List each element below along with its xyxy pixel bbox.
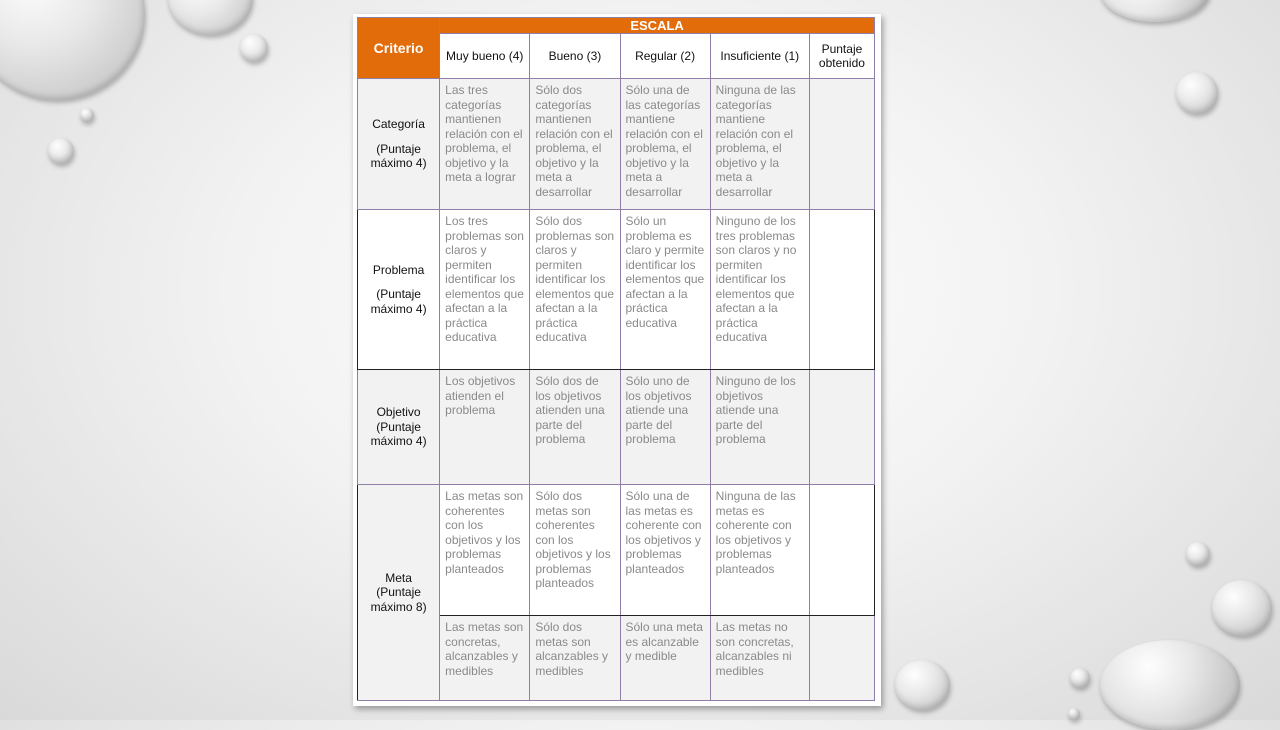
score-cell bbox=[809, 485, 874, 616]
water-drop-decoration bbox=[48, 138, 74, 164]
criterion-name: Categoría bbox=[372, 117, 425, 132]
criterion-max: (Puntaje máximo 4) bbox=[370, 419, 427, 449]
criterion-name: Meta bbox=[385, 570, 412, 585]
water-drop-decoration bbox=[168, 0, 253, 35]
criterion-cell bbox=[358, 370, 440, 485]
water-drop-decoration bbox=[80, 108, 94, 122]
score-cell bbox=[809, 79, 874, 210]
criterion-cell bbox=[358, 210, 440, 370]
water-drop-decoration bbox=[1100, 640, 1240, 730]
criterion-max: (Puntaje máximo 4) bbox=[370, 141, 427, 171]
water-drop-decoration bbox=[240, 34, 268, 62]
rubric-cell: Ninguna de las categorías mantiene relación con el problema, el objetivo y la meta a desarrollar bbox=[710, 79, 809, 210]
water-drop-decoration bbox=[1070, 668, 1090, 688]
rubric-cell: Sólo dos metas son alcanzables y medibles bbox=[530, 616, 620, 701]
table-row bbox=[358, 370, 875, 485]
rubric-cell: Ninguno de los objetivos atiende una parte del problema bbox=[710, 370, 809, 485]
column-header-insuficiente: Insuficiente (1) bbox=[710, 34, 809, 79]
score-cell bbox=[809, 370, 874, 485]
water-drop-decoration bbox=[1186, 542, 1210, 566]
rubric-cell: Los objetivos atienden el problema bbox=[440, 370, 530, 485]
water-drop-decoration bbox=[0, 0, 145, 100]
criterion-max: (Puntaje máximo 8) bbox=[370, 585, 427, 614]
rubric-cell: Sólo un problema es claro y permite identificar los elementos que afectan a la práctica educativa bbox=[620, 210, 710, 370]
water-drop-decoration bbox=[895, 660, 950, 710]
escala-header: ESCALA bbox=[440, 18, 875, 34]
rubric-cell: Las tres categorías mantienen relación con el problema, el objetivo y la meta a lograr bbox=[440, 79, 530, 210]
column-header-bueno: Bueno (3) bbox=[530, 34, 620, 79]
water-drop-decoration bbox=[1068, 708, 1080, 720]
rubric-cell: Ninguno de los tres problemas son claros y no permiten identificar los elementos que afectan a la práctica educativa bbox=[710, 210, 809, 370]
water-drop-decoration bbox=[1212, 580, 1272, 636]
criterion-name: Problema bbox=[372, 262, 425, 277]
criterio-header: Criterio bbox=[358, 18, 440, 79]
table-row bbox=[358, 210, 875, 370]
criterion-max: (Puntaje máximo 4) bbox=[370, 287, 427, 316]
rubric-cell: Sólo una de las categorías mantiene relación con el problema, el objetivo y la meta a desarrollar bbox=[620, 79, 710, 210]
column-header-muy-bueno: Muy bueno (4) bbox=[440, 34, 530, 79]
table-row bbox=[358, 79, 875, 210]
rubric-cell: Sólo una de las metas es coherente con los objetivos y problemas planteados bbox=[620, 485, 710, 616]
rubric-cell: Sólo dos problemas son claros y permiten identificar los elementos que afectan a la práctica educativa bbox=[530, 210, 620, 370]
score-cell bbox=[809, 616, 874, 701]
rubric-cell: Sólo dos categorías mantienen relación con el problema, el objetivo y la meta a desarrollar bbox=[530, 79, 620, 210]
rubric-cell: Las metas no son concretas, alcanzables ni medibles bbox=[710, 616, 809, 701]
score-cell bbox=[809, 210, 874, 370]
rubric-cell: Sólo una meta es alcanzable y medible bbox=[620, 616, 710, 701]
rubric-cell: Las metas son concretas, alcanzables y medibles bbox=[440, 616, 530, 701]
rubric-cell: Las metas son coherentes con los objetivos y los problemas planteados bbox=[440, 485, 530, 616]
criterion-cell bbox=[358, 79, 440, 210]
rubric-table bbox=[357, 17, 875, 701]
column-header-regular: Regular (2) bbox=[620, 34, 710, 79]
rubric-cell: Sólo dos de los objetivos atienden una parte del problema bbox=[530, 370, 620, 485]
criterion-cell bbox=[358, 485, 440, 701]
table-row bbox=[358, 485, 875, 616]
criterion-name: Objetivo bbox=[376, 405, 421, 420]
column-header-puntaje: Puntaje obtenido bbox=[809, 34, 874, 79]
water-drop-decoration bbox=[1176, 72, 1218, 114]
document-sheet bbox=[353, 14, 881, 706]
rubric-cell: Los tres problemas son claros y permiten identificar los elementos que afectan a la práctica educativa bbox=[440, 210, 530, 370]
water-drop-decoration bbox=[1100, 0, 1210, 22]
rubric-cell: Ninguna de las metas es coherente con los objetivos y problemas planteados bbox=[710, 485, 809, 616]
rubric-cell: Sólo uno de los objetivos atiende una parte del problema bbox=[620, 370, 710, 485]
rubric-cell: Sólo dos metas son coherentes con los objetivos y los problemas planteados bbox=[530, 485, 620, 616]
